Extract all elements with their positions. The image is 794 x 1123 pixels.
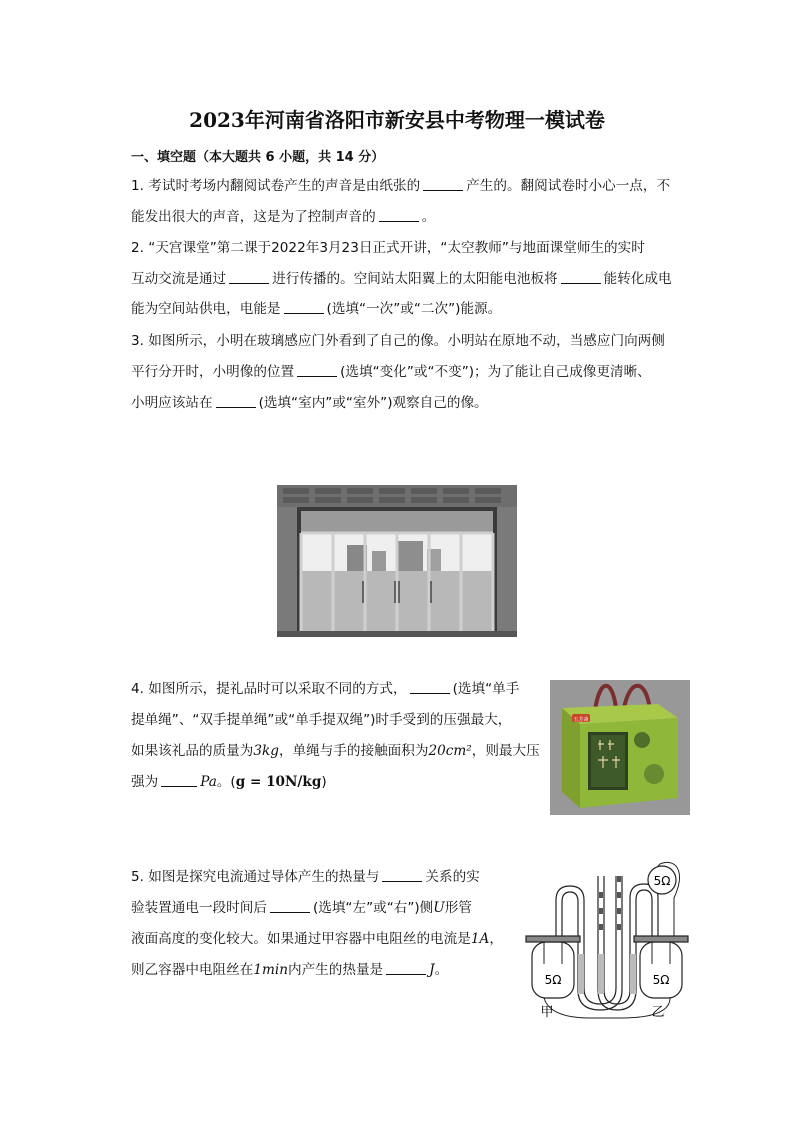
q3-line-1: 3. 如图所示，小明在玻璃感应门外看到了自己的像。小明站在原地不动，当感应门向两侧 [131, 333, 665, 349]
q5-blank-1[interactable] [382, 867, 422, 882]
q4-line-3: 如果该礼品的质量为3kg，单绳与手的接触面积为20cm²，则最大压 [131, 743, 540, 759]
q5-line-1: 5. 如图是探究电流通过导体产生的热量与 关系的实 [131, 869, 480, 885]
q5-line-4: 则乙容器中电阻丝在1min内产生的热量是 J。 [131, 962, 449, 978]
q5-line-3: 液面高度的变化较大。如果通过甲容器中电阻丝的电流是1A， [131, 931, 503, 947]
q4-line-4: 强为 Pa。(g = 10N/kg) [131, 774, 327, 790]
q2-blank-2[interactable] [561, 269, 601, 284]
q3-line-3: 小明应该站在 (选填“室内”或“室外”)观察自己的像。 [131, 395, 488, 411]
q3-blank-2[interactable] [216, 393, 256, 408]
container-label-left: 甲 [540, 1005, 554, 1020]
q4-blank-1[interactable] [410, 679, 450, 694]
section-heading: 一、填空题（本大题共 6 小题，共 14 分） [131, 150, 385, 165]
resistor-right-label: 5Ω [652, 973, 670, 987]
q5-blank-2[interactable] [270, 898, 310, 913]
resistor-left-label: 5Ω [544, 973, 562, 987]
q1-line-2: 能发出很大的声音，这是为了控制声音的 。 [131, 209, 436, 225]
q2-line-2: 互动交流是通过 进行传播的。空间站太阳翼上的太阳能电池板将 能转化成电 [131, 271, 672, 287]
q2-line-3: 能为空间站供电，电能是 (选填“一次”或“二次”)能源。 [131, 301, 502, 317]
q4-blank-2[interactable] [161, 772, 197, 787]
q2-blank-3[interactable] [284, 299, 324, 314]
q2-line-1: 2. “天宫课堂”第二课于2022年3月23日正式开讲，“太空教师”与地面课堂师生的实时 [131, 240, 645, 256]
glass-door-photo [277, 485, 517, 637]
q4-line-1: 4. 如图所示，提礼品时可以采取不同的方式， (选填“单手 [131, 681, 520, 697]
page-title: 2023年河南省洛阳市新安县中考物理一模试卷 [189, 108, 605, 132]
joule-heating-diagram [520, 858, 695, 1028]
gift-box-brand-text: 五芳斋 [573, 717, 589, 723]
q2-blank-1[interactable] [229, 269, 269, 284]
q3-line-2: 平行分开时，小明像的位置 (选填“变化”或“不变”)；为了能让自己成像更清晰、 [131, 364, 651, 380]
q1-blank-2[interactable] [379, 207, 419, 222]
container-label-right: 乙 [651, 1005, 665, 1020]
q4-line-2: 提单绳”、“双手提单绳”或“单手提双绳”)时手受到的压强最大， [131, 712, 512, 728]
q1-line-1: 1. 考试时考场内翻阅试卷产生的声音是由纸张的 产生的。翻阅试卷时小心一点，不 [131, 178, 671, 194]
q1-blank-1[interactable] [423, 176, 463, 191]
q3-blank-1[interactable] [297, 362, 337, 377]
q5-line-2: 验装置通电一段时间后 (选填“左”或“右”)侧U形管 [131, 900, 472, 916]
resistor-top-label: 5Ω [653, 874, 671, 888]
q5-blank-3[interactable] [386, 960, 426, 975]
gift-box-photo [550, 680, 690, 815]
